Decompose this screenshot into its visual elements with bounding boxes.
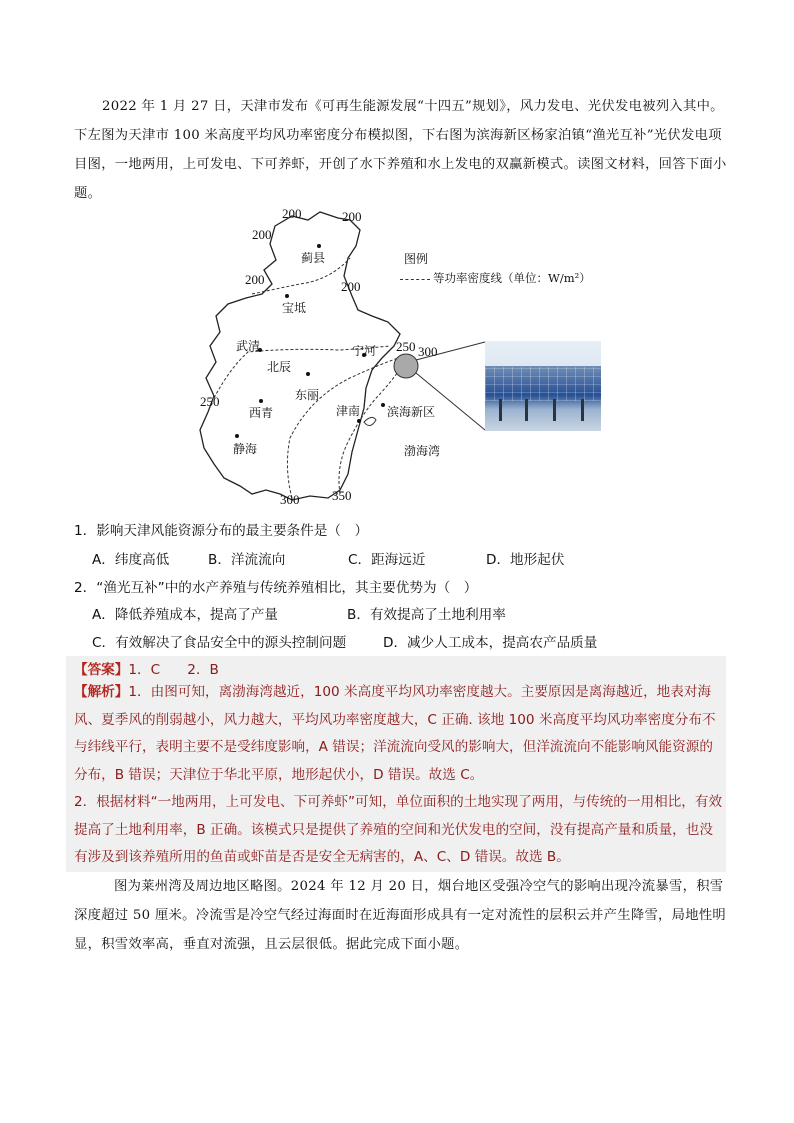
city-dot xyxy=(306,372,310,376)
q1-option-b[interactable]: B．洋流流向 xyxy=(208,552,286,568)
place-label: 蓟县 xyxy=(301,251,326,265)
q2-option-a[interactable]: A．降低养殖成本，提高了产量 xyxy=(92,607,279,623)
q1-option-c[interactable]: C．距海远近 xyxy=(348,552,426,568)
legend-dash-icon xyxy=(400,279,430,280)
place-label: 津南 xyxy=(336,404,361,418)
isoline-value: 250 xyxy=(396,339,416,354)
coast-detail xyxy=(364,417,376,425)
answer-tag: 【答案】 xyxy=(74,662,129,678)
place-label: 渤海湾 xyxy=(404,444,441,458)
tianjin-wind-map xyxy=(180,198,610,513)
analysis-tag: 【解析】 xyxy=(74,684,129,700)
city-dot xyxy=(317,244,321,248)
analysis-1 xyxy=(74,679,724,789)
callout-line-bottom xyxy=(416,373,485,430)
isoline-value: 200 xyxy=(282,206,302,221)
question-2-stem: 2．“渔光互补”中的水产养殖与传统养殖相比，其主要优势为（ ） xyxy=(74,580,478,596)
q2-option-c[interactable]: C．有效解决了食品安全中的源头控制问题 xyxy=(92,635,347,651)
place-label: 宁河 xyxy=(352,344,377,358)
legend-text: 等功率密度线（单位：W/m²） xyxy=(433,271,591,285)
analysis-2: 2．根据材料“一地两用，上可发电、下可养虾”可知，单位面积的土地实现了两用，与传统的一用相比，有效提高了土地利用率，B 正确。该模式只是提供了养殖的空间和光伏发电的空间，没有提高产量和质量，也没有涉及到该养殖所用的鱼苗或虾苗是否是安全无病害的，A、C、D 错误。故选 B。 xyxy=(74,794,723,865)
place-label: 静海 xyxy=(233,442,258,456)
city-dot xyxy=(235,434,239,438)
isoline-value: 300 xyxy=(418,344,438,359)
passage-intro-2: 图为莱州湾及周边地区略图。2024 年 12 月 20 日，烟台地区受强冷空气的影响出现冷流暴雪，积雪深度超过 50 厘米。冷流雪是冷空气经过海面时在近海面形成具有一定对流性的层积云并产生降雪，局地性明显，积雪效率高，垂直对流强，且云层很低。据此完成下面小题。 xyxy=(74,879,727,952)
isoline-value: 200 xyxy=(245,272,265,287)
place-label: 北辰 xyxy=(267,360,292,374)
project-location-marker xyxy=(394,354,418,378)
isoline-value: 200 xyxy=(252,227,272,242)
panel-post xyxy=(525,399,528,421)
panel-post xyxy=(581,399,584,421)
panel-post xyxy=(553,399,556,421)
q2-option-b[interactable]: B．有效提高了土地利用率 xyxy=(347,607,506,623)
isoline-350 xyxy=(339,364,404,494)
question-1-stem: 1．影响天津风能资源分布的最主要条件是（ ） xyxy=(74,523,369,539)
city-dot xyxy=(259,399,263,403)
city-dot xyxy=(285,294,289,298)
passage-intro-1: 2022 年 1 月 27 日，天津市发布《可再生能源发展“十四五”规划》，风力发电、光伏发电被列入其中。下左图为天津市 100 米高度平均风功率密度分布模拟图，下右图为滨海新区杨家泊镇“渔光互补”光伏发电项目图，一地两用，上可发电、下可养虾，开创了水下养殖和水上发电的双赢新模式。读图文材料，回答下面小题。 xyxy=(74,99,727,201)
legend-title: 图例 xyxy=(404,252,429,266)
panel-post xyxy=(499,399,502,421)
isoline-value: 250 xyxy=(200,394,220,409)
answer-line xyxy=(74,658,219,678)
analysis-1-text: 1．由图可知，离渤海湾越近，100 米高度平均风功率密度越大。主要原因是离海越近，地表对海风、夏季风的削弱越小，风力越大，平均风功率密度越大，C 正确. 该地 100 米高度平均风功率密度分布不与纬线平行，表明主要不是受纬度影响，A 错误；洋流流向受风的影响大，但洋流流向不能影响风能资源的分布，B 错误；天津位于华北平原，地形起伏小，D 错误。故选 C。 xyxy=(74,684,716,783)
place-label: 东丽 xyxy=(295,388,320,402)
q2-option-d[interactable]: D．减少人工成本，提高农产品质量 xyxy=(383,635,598,651)
isoline-value: 350 xyxy=(332,488,352,503)
isoline-value: 200 xyxy=(342,209,362,224)
city-dot xyxy=(381,403,385,407)
q1-option-d[interactable]: D．地形起伏 xyxy=(486,552,565,568)
q1-option-a[interactable]: A．纬度高低 xyxy=(92,552,170,568)
place-label: 宝坻 xyxy=(282,301,307,315)
isoline-value: 200 xyxy=(341,279,361,294)
place-label: 武清 xyxy=(236,339,261,353)
solar-farm-photo xyxy=(485,341,601,431)
place-label: 滨海新区 xyxy=(387,405,436,419)
legend-entry xyxy=(400,270,591,286)
answer-text: 1．C 2．B xyxy=(128,662,219,678)
city-dot xyxy=(357,419,361,423)
solar-panels xyxy=(485,367,601,401)
isoline-value: 300 xyxy=(280,492,300,507)
place-label: 西青 xyxy=(249,406,274,420)
isoline-300 xyxy=(287,356,404,498)
